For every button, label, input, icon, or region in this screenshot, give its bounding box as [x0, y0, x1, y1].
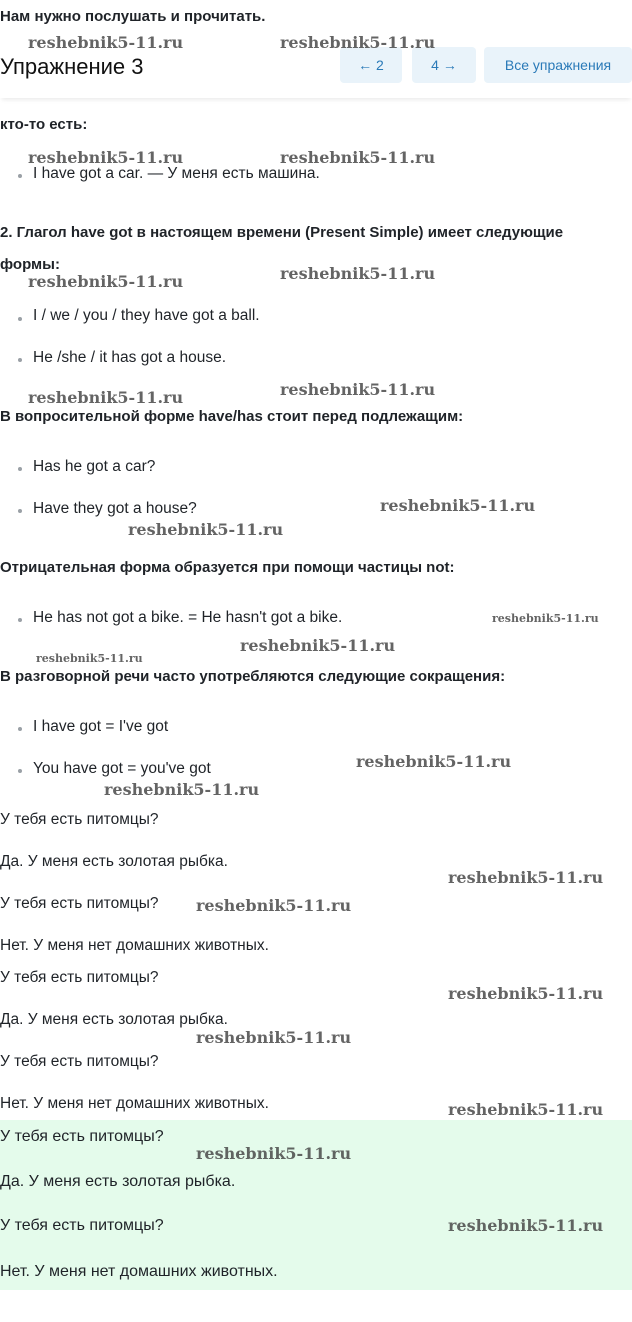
negative-example: He has not got a bike. = He hasn't got a bike.: [33, 609, 343, 626]
rule-heading: 2. Глагол have got в настоящем времени (Present Simple) имеет следующие: [0, 224, 564, 241]
prev-exercise-button[interactable]: ← 2: [340, 47, 402, 83]
bullet: [18, 358, 22, 362]
watermark: reshebnik5-11.ru: [196, 1144, 352, 1163]
watermark: reshebnik5-11.ru: [448, 984, 604, 1003]
watermark: reshebnik5-11.ru: [356, 752, 512, 771]
rule-heading-cont: формы:: [0, 256, 60, 273]
form-example: He /she / it has got a house.: [33, 349, 227, 366]
watermark: reshebnik5-11.ru: [280, 148, 436, 167]
watermark: reshebnik5-11.ru: [280, 380, 436, 399]
watermark: reshebnik5-11.ru: [28, 388, 184, 407]
page-title: Упражнение 3: [0, 54, 144, 79]
rule-heading: В разговорной речи часто употребляются следующие сокращения:: [0, 668, 506, 685]
watermark: reshebnik5-11.ru: [280, 264, 436, 283]
highlight-question: У тебя есть питомцы?: [0, 1128, 164, 1145]
rule-heading: В вопросительной форме have/has стоит перед подлежащим:: [0, 408, 464, 425]
intro-text: Нам нужно послушать и прочитать.: [0, 8, 266, 25]
form-example: I / we / you / they have got a ball.: [33, 307, 260, 324]
rule-text-cut: кто-то есть:: [0, 116, 88, 133]
highlight-answer: Нет. У меня нет домашних животных.: [0, 1263, 278, 1280]
bullet: [18, 317, 22, 321]
bullet: [18, 467, 22, 471]
watermark: reshebnik5-11.ru: [28, 272, 184, 291]
dialog-answer: Нет. У меня нет домашних животных.: [0, 1095, 269, 1112]
watermark: reshebnik5-11.ru: [104, 780, 260, 799]
watermark: reshebnik5-11.ru: [28, 33, 184, 52]
watermark: reshebnik5-11.ru: [196, 896, 352, 915]
watermark: reshebnik5-11.ru: [448, 868, 604, 887]
bullet: [18, 509, 22, 513]
watermark: reshebnik5-11.ru: [280, 33, 436, 52]
rule-heading: Отрицательная форма образуется при помощи частицы not:: [0, 559, 455, 576]
dialog-question: У тебя есть питомцы?: [0, 811, 159, 828]
watermark: reshebnik5-11.ru: [448, 1216, 604, 1235]
dialog-question: У тебя есть питомцы?: [0, 895, 159, 912]
bullet: [18, 727, 22, 731]
watermark: reshebnik5-11.ru: [28, 148, 184, 167]
watermark: reshebnik5-11.ru: [448, 1100, 604, 1119]
dialog-answer: Да. У меня есть золотая рыбка.: [0, 853, 228, 870]
highlight-question: У тебя есть питомцы?: [0, 1217, 164, 1234]
watermark: reshebnik5-11.ru: [36, 652, 143, 665]
all-exercises-button[interactable]: Все упражнения: [484, 47, 632, 83]
dialog-answer: Да. У меня есть золотая рыбка.: [0, 1011, 228, 1028]
highlight-answer: Да. У меня есть золотая рыбка.: [0, 1173, 236, 1190]
dialog-question: У тебя есть питомцы?: [0, 969, 159, 986]
contraction-example: You have got = you've got: [33, 760, 211, 777]
dialog-answer: Нет. У меня нет домашних животных.: [0, 937, 269, 954]
watermark: reshebnik5-11.ru: [492, 612, 599, 625]
question-example: Have they got a house?: [33, 500, 197, 517]
watermark: reshebnik5-11.ru: [128, 520, 284, 539]
contraction-example: I have got = I've got: [33, 718, 169, 735]
watermark: reshebnik5-11.ru: [380, 496, 536, 515]
example-sentence: I have got a car. — У меня есть машина.: [33, 165, 320, 182]
watermark: reshebnik5-11.ru: [240, 636, 396, 655]
watermark: reshebnik5-11.ru: [196, 1028, 352, 1047]
bullet: [18, 769, 22, 773]
question-example: Has he got a car?: [33, 458, 156, 475]
bullet: [18, 174, 22, 178]
dialog-question: У тебя есть питомцы?: [0, 1053, 159, 1070]
bullet: [18, 618, 22, 622]
next-exercise-button[interactable]: 4 →: [412, 47, 476, 83]
